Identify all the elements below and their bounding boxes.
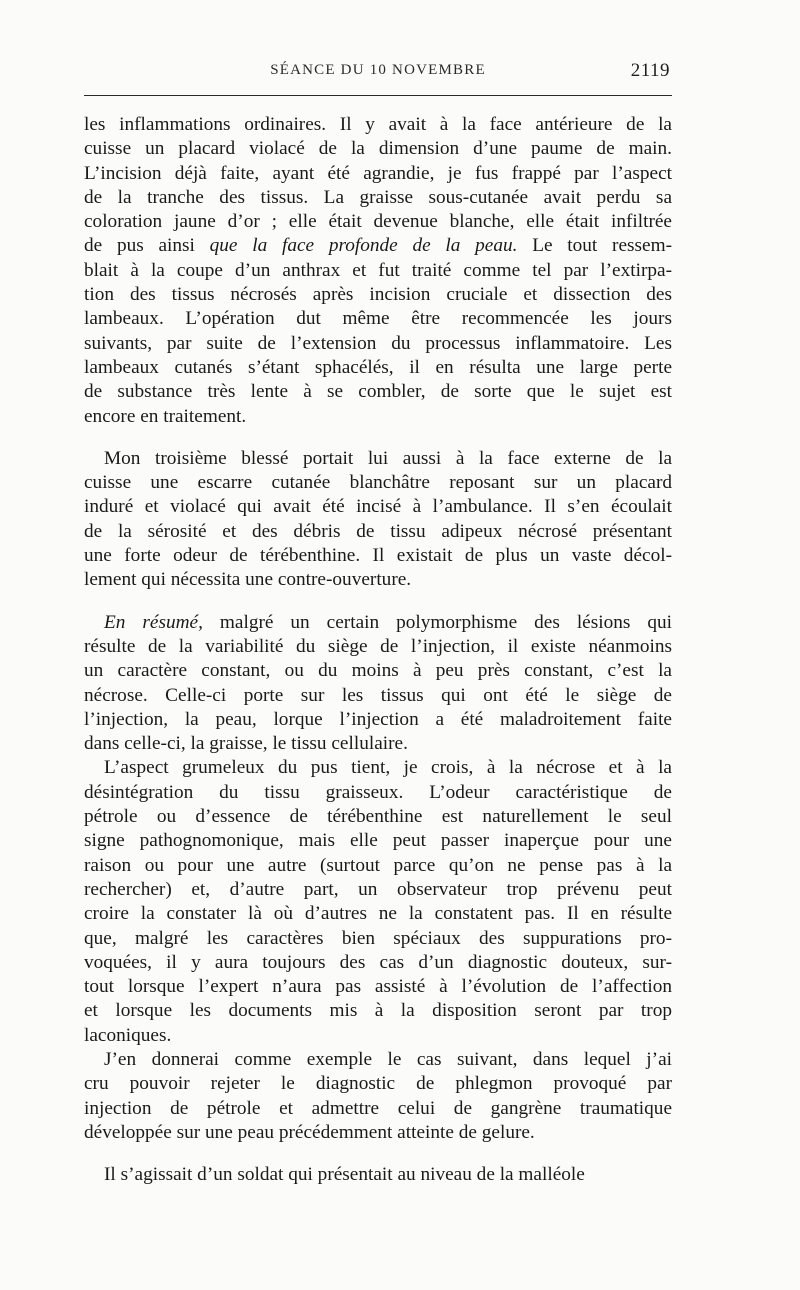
text-line: cuisse un placard violacé de la dimension d’une paume de main. bbox=[84, 138, 672, 160]
text-line: dans celle-ci, la graisse, le tissu cellulaire. bbox=[84, 733, 408, 755]
text-line: encore en traitement. bbox=[84, 405, 247, 427]
text-line: une forte odeur de térébenthine. Il existait de plus un vaste décol- bbox=[84, 545, 672, 567]
paragraph-gap bbox=[84, 429, 672, 447]
italic-text: En résumé, bbox=[104, 611, 203, 633]
text-line: et lorsque les documents mis à la disposition seront par trop bbox=[84, 1000, 672, 1022]
text-line: tion des tissus nécrosés après incision cruciale et dissection des bbox=[84, 284, 672, 306]
text-line: pétrole ou d’essence de térébenthine est naturellement le seul bbox=[84, 806, 672, 828]
text-line: suivants, par suite de l’extension du processus inflammatoire. Les bbox=[84, 332, 672, 354]
text-line: Il s’agissait d’un soldat qui présentait au niveau de la malléole bbox=[104, 1164, 585, 1186]
text-line: lambeaux. L’opération dut même être recommencée les jours bbox=[84, 308, 672, 330]
body-text bbox=[84, 113, 672, 1187]
paragraph bbox=[84, 611, 672, 757]
text-line: rechercher) et, d’autre part, un observateur trop prévenu peut bbox=[84, 878, 672, 900]
text-line: lement qui nécessita une contre-ouverture. bbox=[84, 569, 412, 591]
text-line: En résumé, malgré un certain polymorphisme des lésions qui bbox=[104, 611, 672, 633]
text-line: injection de pétrole et admettre celui de gangrène traumatique bbox=[84, 1097, 672, 1119]
text-line: lambeaux cutanés s’étant sphacélés, il en résulta une large perte bbox=[84, 356, 672, 378]
text-line: Mon troisième blessé portait lui aussi à la face externe de la bbox=[104, 447, 672, 469]
text-line: cru pouvoir rejeter le diagnostic de phlegmon provoqué par bbox=[84, 1073, 672, 1095]
text-line: de la sérosité et des débris de tissu adipeux nécrosé présentant bbox=[84, 520, 672, 542]
running-title: SÉANCE DU 10 NOVEMBRE bbox=[270, 62, 486, 78]
text-line: blait à la coupe d’un anthrax et fut traité comme tel par l’extirpa- bbox=[84, 259, 672, 281]
text-line: désintégration du tissu graisseux. L’odeur caractéristique de bbox=[84, 781, 672, 803]
paragraph bbox=[84, 1048, 672, 1145]
page-number: 2119 bbox=[630, 60, 670, 81]
text-line: laconiques. bbox=[84, 1024, 172, 1046]
paragraph bbox=[84, 113, 672, 429]
text-line: voquées, il y aura toujours des cas d’un diagnostic douteux, sur- bbox=[84, 951, 672, 973]
text-line: L’aspect grumeleux du pus tient, je crois, à la nécrose et à la bbox=[104, 757, 672, 779]
text-line: L’incision déjà faite, ayant été agrandie, je fus frappé par l’aspect bbox=[84, 162, 672, 184]
page-header bbox=[84, 60, 672, 88]
text-line: J’en donnerai comme exemple le cas suivant, dans lequel j’ai bbox=[104, 1048, 672, 1070]
text-line: de pus ainsi que la face profonde de la peau. Le tout ressem- bbox=[84, 235, 672, 257]
paragraph bbox=[84, 756, 672, 1048]
paragraph-gap bbox=[84, 1145, 672, 1163]
italic-text: que la face profonde de la peau. bbox=[209, 235, 518, 257]
text-line: croire la constater là où d’autres ne la constatent pas. Il en résulte bbox=[84, 903, 672, 925]
text-line: induré et violacé qui avait été incisé à l’ambulance. Il s’en écoulait bbox=[84, 496, 672, 518]
text-line: signe pathognomonique, mais elle peut passer inaperçue pour une bbox=[84, 830, 672, 852]
text-line: coloration jaune d’or ; elle était devenue blanche, elle était infiltrée bbox=[84, 211, 672, 233]
text-line: tout lorsque l’expert n’aura pas assisté à l’évolution de l’affection bbox=[84, 976, 672, 998]
paragraph-gap bbox=[84, 593, 672, 611]
text-line: de substance très lente à se combler, de sorte que le sujet est bbox=[84, 381, 672, 403]
header-rule bbox=[84, 95, 672, 96]
text-line: cuisse une escarre cutanée blanchâtre reposant sur un placard bbox=[84, 472, 672, 494]
text-line: nécrose. Celle-ci porte sur les tissus qui ont été le siège de bbox=[84, 684, 672, 706]
text-line: raison ou pour une autre (surtout parce qu’on ne pense pas à la bbox=[84, 854, 672, 876]
text-line: résulte de la variabilité du siège de l’injection, il existe néanmoins bbox=[84, 635, 672, 657]
text-line: l’injection, la peau, lorque l’injection a été maladroitement faite bbox=[84, 708, 672, 730]
text-line: que, malgré les caractères bien spéciaux des suppurations pro- bbox=[84, 927, 672, 949]
text-line: développée sur une peau précédemment atteinte de gelure. bbox=[84, 1121, 535, 1143]
text-line: de la tranche des tissus. La graisse sous-cutanée avait perdu sa bbox=[84, 186, 672, 208]
text-line: un caractère constant, ou du moins à peu près constant, c’est la bbox=[84, 660, 672, 682]
text-line: les inflammations ordinaires. Il y avait à la face antérieure de la bbox=[84, 114, 672, 135]
paragraph bbox=[84, 1163, 672, 1187]
paragraph bbox=[84, 447, 672, 593]
